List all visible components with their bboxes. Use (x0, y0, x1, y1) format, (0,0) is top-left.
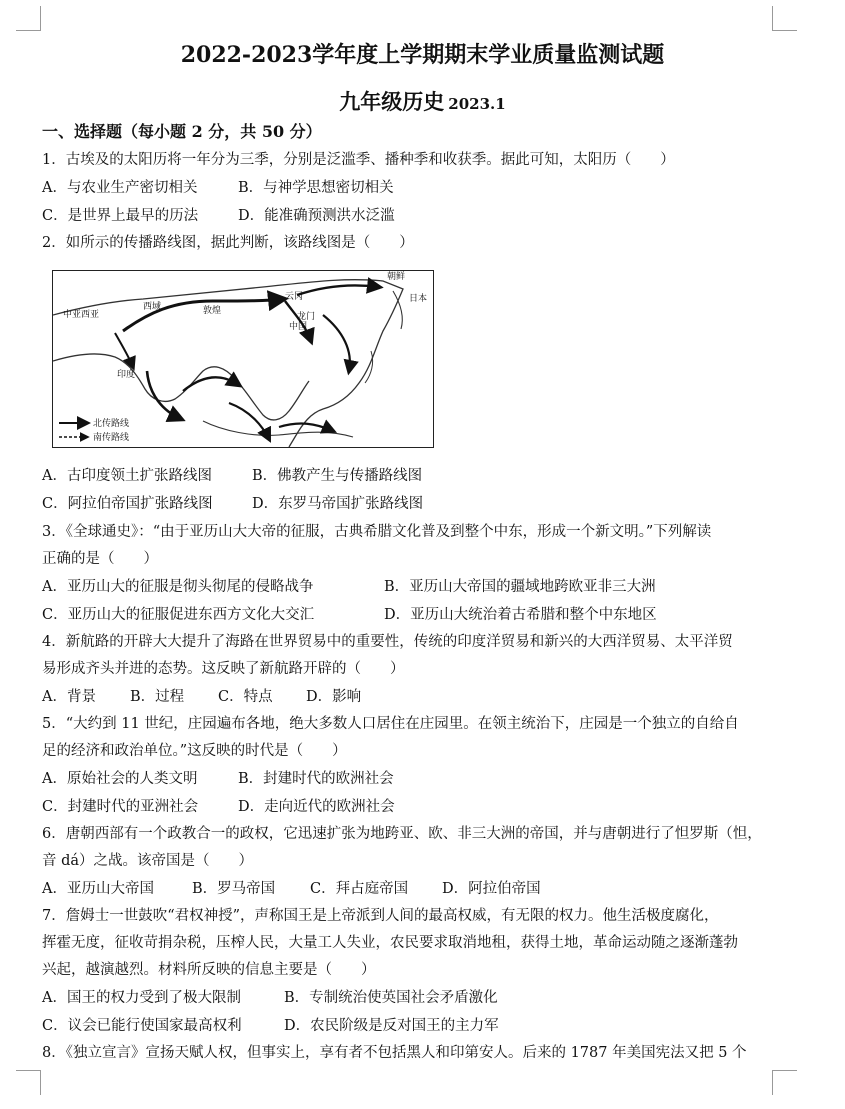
map-label-yungang: 云冈 (285, 292, 304, 302)
question-5-options-row1 (42, 769, 394, 789)
map-label-dunhuang: 敦煌 (203, 306, 222, 316)
question-7-stem-line3: 兴起，越演越烈。材料所反映的信息主要是（ ） (42, 962, 376, 978)
buddhism-route-map (52, 270, 434, 448)
question-7-stem-line1: 7．詹姆士一世鼓吹“君权神授”，声称国王是上帝派到人间的最高权威，有无限的权力。他生活极度腐化， (42, 908, 719, 924)
question-7-option-a: A．国王的权力受到了极大限制 (42, 990, 241, 1006)
question-5-option-d: D．走向近代的欧洲社会 (238, 799, 395, 815)
question-1-options-row2 (42, 206, 395, 226)
question-3-options-row2 (42, 605, 657, 625)
north-route-east-arrow (297, 285, 379, 295)
map-label-china: 中国 (289, 322, 308, 332)
question-5-option-b: B．封建时代的欧洲社会 (238, 771, 394, 787)
question-1-option-c: C．是世界上最早的历法 (42, 208, 199, 224)
question-3-option-d: D．亚历山大统治着古希腊和整个中东地区 (384, 607, 657, 623)
exam-title: 2022-2023学年度上学期期末学业质量监测试题 (180, 42, 665, 68)
question-4-option-a: A．背景 (42, 689, 96, 705)
question-8-stem-line1: 8．《独立宣言》宣扬天赋人权，但事实上，享有者不包括黑人和印第安人。后来的 1787 年美国宪法又把 5 个 (42, 1045, 747, 1061)
route-map-graphic (53, 271, 433, 447)
question-6-option-c: C．拜占庭帝国 (310, 881, 409, 897)
question-4-options (42, 687, 361, 707)
question-6-option-d: D．阿拉伯帝国 (442, 881, 541, 897)
question-1-option-d: D．能准确预测洪水泛滥 (238, 208, 395, 224)
exam-subtitle (0, 86, 845, 116)
question-2-option-c: C．阿拉伯帝国扩张路线图 (42, 496, 213, 512)
map-label-korea: 朝鲜 (387, 272, 406, 282)
question-7-options-row2 (42, 1016, 499, 1036)
question-4-option-c: C．特点 (218, 689, 273, 705)
question-2-options-row2 (42, 494, 423, 514)
south-route-islands-arrow (279, 424, 333, 431)
question-6-stem-line1: 6．唐朝西部有一个政教合一的政权，它迅速扩张为地跨亚、欧、非三大洲的帝国，并与唐朝进行了怛罗斯（怛， (42, 826, 762, 842)
question-2-option-b: B．佛教产生与传播路线图 (252, 468, 423, 484)
question-1-option-b: B．与神学思想密切相关 (238, 180, 394, 196)
question-1-options-row1 (42, 178, 394, 198)
question-2-stem: 2．如所示的传播路线图，据此判断，该路线图是（ ） (42, 235, 414, 251)
exam-date: 2023.1 (448, 95, 506, 113)
coastline-south (53, 354, 309, 420)
south-route-east-arrow (183, 377, 239, 391)
question-5-option-c: C．封建时代的亚洲社会 (42, 799, 199, 815)
map-label-japan: 日本 (409, 294, 428, 304)
question-7-option-c: C．议会已能行使国家最高权利 (42, 1018, 242, 1034)
question-5-stem-line2: 足的经济和政治单位。”这反映的时代是（ ） (42, 743, 347, 759)
question-6-options (42, 879, 541, 899)
question-3-stem-line2: 正确的是（ ） (42, 551, 158, 567)
question-1-stem: 1．古埃及的太阳历将一年分为三季，分别是泛滥季、播种季和收获季。据此可知，太阳历（ ） (42, 152, 675, 168)
page-corner-mark (16, 6, 41, 31)
question-2-option-a: A．古印度领土扩张路线图 (42, 468, 212, 484)
question-7-stem-line2: 挥霍无度，征收苛捐杂税，压榨人民，大量工人失业，农民要求取消地租，获得土地，革命运动随之逐渐蓬勃 (42, 935, 738, 951)
question-4-option-b: B．过程 (130, 689, 185, 705)
legend-south-label: 南传路线 (93, 433, 130, 443)
question-6-option-b: B．罗马帝国 (192, 881, 276, 897)
question-3-stem-line1: 3．《全球通史》：“由于亚历山大大帝的征服，古典希腊文化普及到整个中东，形成一个新文明。”下列解读 (42, 524, 712, 540)
map-label-western-regions: 西域 (143, 302, 162, 312)
question-6-stem-line2: 音 dá）之战。该帝国是（ ） (42, 853, 254, 869)
question-3-options-row1 (42, 577, 656, 597)
question-7-options-row1 (42, 988, 498, 1008)
south-route-arrow (147, 371, 181, 419)
page-corner-mark (772, 1070, 797, 1095)
subject-label: 九年级历史 (339, 89, 445, 114)
question-4-stem-line1: 4．新航路的开辟大大提升了海路在世界贸易中的重要性，传统的印度洋贸易和新兴的大西洋贸易、太平洋贸 (42, 634, 733, 650)
page-corner-mark (772, 6, 797, 31)
map-label-longmen: 龙门 (297, 312, 316, 322)
question-7-option-b: B．专制统治使英国社会矛盾激化 (284, 990, 498, 1006)
question-5-stem-line1: 5．“大约到 11 世纪，庄园遍布各地，绝大多数人口居住在庄园里。在领主统治下，庄园是一个独立的自给自 (42, 716, 739, 732)
north-route-south-arrow (323, 315, 350, 371)
question-5-option-a: A．原始社会的人类文明 (42, 771, 198, 787)
question-1-option-a: A．与农业生产密切相关 (42, 180, 198, 196)
question-3-option-c: C．亚历山大的征服促进东西方文化大交汇 (42, 607, 315, 623)
question-4-stem-line2: 易形成齐头并进的态势。这反映了新航路开辟的（ ） (42, 661, 405, 677)
question-3-option-a: A．亚历山大的征服是彻头彻尾的侵略战争 (42, 579, 314, 595)
question-3-option-b: B．亚历山大帝国的疆域地跨欧亚非三大洲 (384, 579, 656, 595)
question-2-options-row1 (42, 466, 422, 486)
question-6-option-a: A．亚历山大帝国 (42, 881, 154, 897)
question-2-option-d: D．东罗马帝国扩张路线图 (252, 496, 424, 512)
map-label-central-asia: 中亚西亚 (63, 310, 100, 320)
section-heading: 一、选择题（每小题 2 分，共 50 分） (42, 122, 322, 141)
map-label-india: 印度 (117, 370, 136, 380)
page-corner-mark (16, 1070, 41, 1095)
question-5-options-row2 (42, 797, 395, 817)
question-7-option-d: D．农民阶级是反对国王的主力军 (284, 1018, 499, 1034)
question-4-option-d: D．影响 (306, 689, 362, 705)
legend-north-label: 北传路线 (93, 419, 130, 429)
